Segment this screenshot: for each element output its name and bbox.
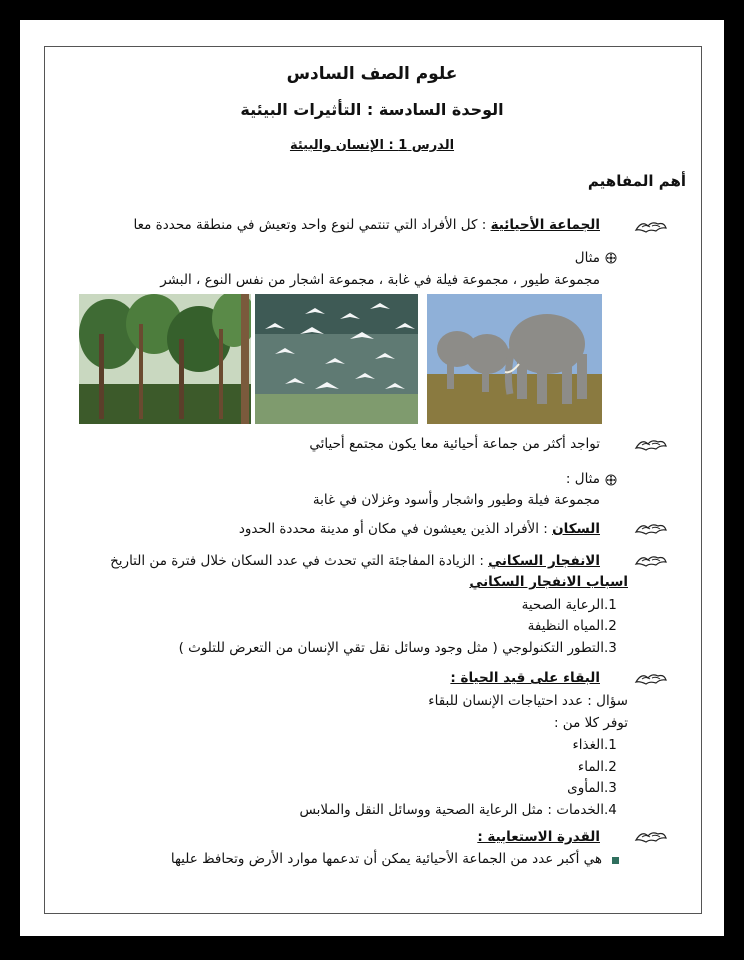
- need-item: 3.المأوى: [567, 780, 617, 796]
- square-bullet-icon: [612, 857, 619, 864]
- survival-question: سؤال : عدد احتياجات الإنسان للبقاء: [428, 693, 628, 709]
- concepts-heading: أهم المفاهيم: [587, 172, 686, 190]
- cause-item: 2.المياه النظيفة: [527, 618, 617, 634]
- page-title: علوم الصف السادس: [286, 64, 458, 84]
- survival-heading: البقاء على قيد الحياة :: [450, 670, 600, 686]
- lesson-title: الدرس 1 : الإنسان والبيئة: [289, 138, 455, 153]
- birds-photo: [255, 294, 418, 424]
- capacity-definition: هي أكبر عدد من الجماعة الأحيائية يمكن أن تدعمها موارد الأرض وتحافظ عليها: [170, 851, 602, 867]
- need-item: 4.الخدمات : مثل الرعاية الصحية ووسائل النقل والملابس: [299, 802, 617, 818]
- worksheet-page: [20, 20, 724, 936]
- elephants-photo: [427, 294, 602, 424]
- need-item: 1.الغذاء: [572, 737, 617, 753]
- example-label: مثال: [574, 250, 600, 266]
- survival-intro: توفر كلا من :: [553, 715, 628, 731]
- bird-icon: [634, 828, 668, 844]
- population-definition: الجماعة الأحيائية : كل الأفراد التي تنتمي لنوع واحد وتعيش في منطقة محددة معا: [133, 217, 600, 233]
- community-example-label: مثال :: [565, 471, 600, 487]
- population-people-definition: السكان : الأفراد الذين يعيشون في مكان أو مدينة محددة الحدود: [238, 521, 600, 537]
- cause-item: 1.الرعاية الصحية: [521, 597, 617, 613]
- population-examples: مجموعة طيور ، مجموعة فيلة في غابة ، مجموعة اشجار من نفس النوع ، البشر: [160, 272, 600, 288]
- bird-icon: [634, 520, 668, 536]
- explosion-definition: الانفجار السكاني : الزيادة المفاجئة التي تحدث في عدد السكان خلال فترة من التاريخ: [110, 553, 600, 569]
- need-item: 2.الماء: [577, 759, 617, 775]
- flower-icon: [605, 474, 617, 486]
- bird-icon: [634, 436, 668, 452]
- causes-heading: اسباب الانفجار السكاني: [469, 574, 628, 590]
- trees-photo: [79, 294, 251, 424]
- cause-item: 3.التطور التكنولوجي ( مثل وجود وسائل نقل تقي الإنسان من التعرض للتلوث ): [178, 640, 617, 656]
- capacity-heading: القدرة الاستعابية :: [477, 829, 600, 845]
- flower-icon: [605, 252, 617, 264]
- community-example: مجموعة فيلة وطيور واشجار وأسود وغزلان في غابة: [312, 492, 600, 508]
- bird-icon: [634, 552, 668, 568]
- community-definition: تواجد أكثر من جماعة أحيائية معا يكون مجتمع أحيائي: [309, 436, 600, 452]
- bird-icon: [634, 218, 668, 234]
- unit-title: الوحدة السادسة : التأثيرات البيئية: [240, 100, 504, 119]
- bird-icon: [634, 670, 668, 686]
